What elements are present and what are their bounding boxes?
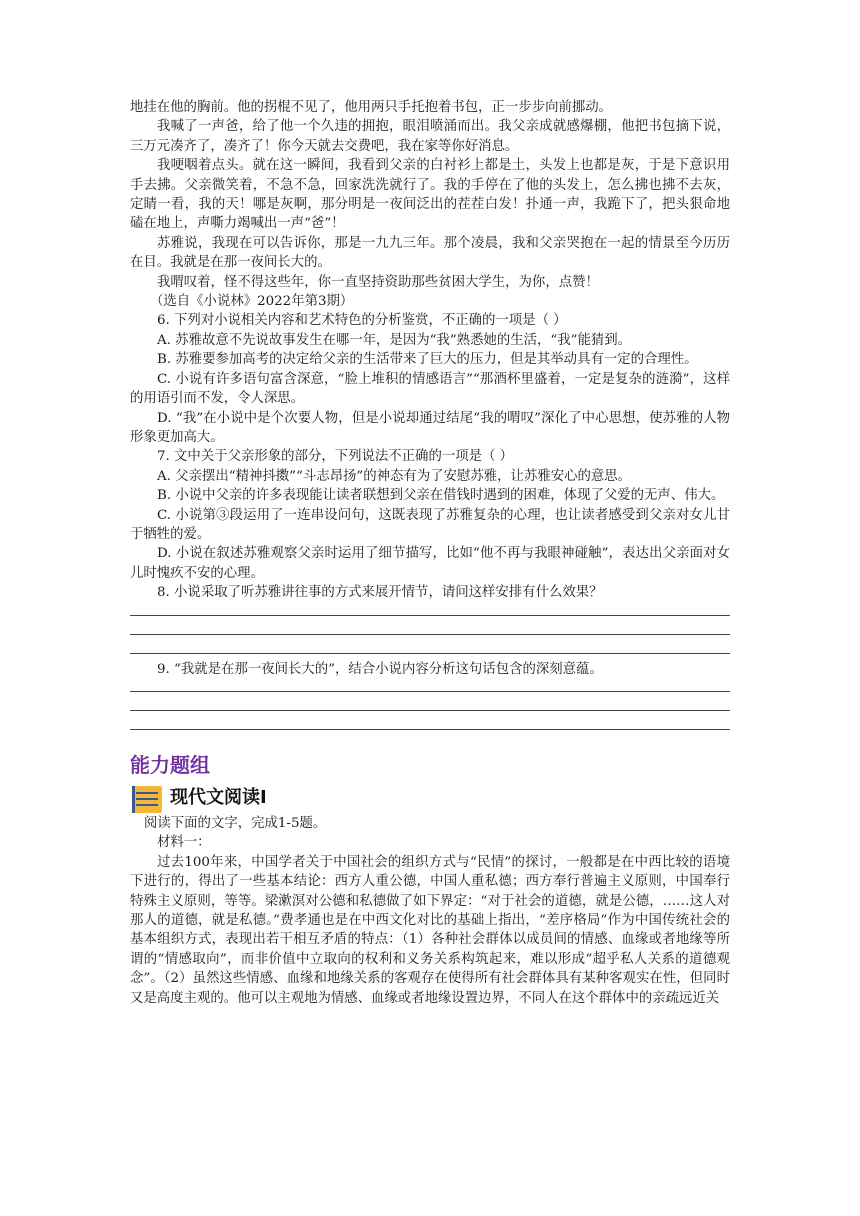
section-header [130,784,730,814]
question-7-option-a: A. 父亲摆出“精神抖擞”“斗志昂扬”的神态有为了安慰苏雅，让苏雅安心的意思。 [157,468,632,484]
section-title: 现代文阅读Ⅰ [170,786,267,808]
question-7-option-b: B. 小说中父亲的许多表现能让读者联想到父亲在借钱时遇到的困难，体现了父爱的无声、伟大。 [157,488,725,504]
question-7-stem: 7. 文中关于父亲形象的部分，下列说法不正确的一项是（ ） [157,449,514,465]
source-citation: （选自《小说林》2022年第3期） [150,294,354,310]
notebook-icon [130,784,164,814]
question-6-option-b: B. 苏雅要参加高考的决定给父亲的生活带来了巨大的压力，但是其举动具有一定的合理性。 [157,352,698,368]
question-8-answer-area[interactable] [130,603,730,654]
passage-paragraph: 过去100年来，中国学者关于中国社会的组织方式与“民情”的探讨，一般都是在中西比较的语境下进行的，得出了一些基本结论：西方人重公德，中国人重私德；西方奉行普遍主义原则，中国奉行特殊主义原则，等等。梁漱溟对公德和私德做了如下界定：“对于社会的道德，就是公德，……这人对那人的道德，就是私德。”费孝通也是在中西文化对比的基础上指出，“差序格局”作为中国传统社会的基本组织方式，表现出若干相互矛盾的特点：（1）各种社会群体以成员间的情感、血缘或者地缘等所谓的“情感取向”，而非价值中立取向的权利和义务关系构筑起来，难以形成“超乎私人关系的道德观念”。（2）虽然这些情感、血缘和地缘关系的客观存在使得所有社会群体具有某种客观实在性，但同时又是高度主观的。他可以主观地为情感、血缘或者地缘设置边界，不同人在这个群体中的亲疏远近关 [130,854,730,1006]
question-9-stem: 9. “我就是在那一夜间长大的”，结合小说内容分析这句话包含的深刻意蕴。 [157,661,603,677]
question-7-option-d: D. 小说在叙述苏雅观察父亲时运用了细节描写，比如“他不再与我眼神碰触”，表达出父亲面对女儿时愧疚不安的心理。 [130,546,730,581]
question-6-option-a: A. 苏雅故意不先说故事发生在哪一年，是因为“我”熟悉她的生活，“我”能猜到。 [157,332,632,348]
story-paragraph: 地挂在他的胸前。他的拐棍不见了，他用两只手托抱着书包，正一步步向前挪动。 [130,100,613,115]
answer-line [130,653,730,654]
reading-instruction: 阅读下面的文字，完成1-5题。 [144,815,327,831]
story-paragraph: 我喟叹着，怪不得这些年，你一直坚持资助那些贫困大学生，为你，点赞！ [157,274,599,290]
story-paragraph: 我哽咽着点头。就在这一瞬间，我看到父亲的白衬衫上都是土，头发上也都是灰，于是下意识用手去拂。父亲微笑着，不急不急，回家洗洗就行了。我的手停在了他的头发上，怎么拂也拂不去灰，定睛一看，我的天！哪是灰啊，那分明是一夜间泛出的茬茬白发！扑通一声，我跪下了，把头狠命地磕在地上，声嘶力竭喊出一声“爸”！ [130,158,730,232]
question-7-option-c: C. 小说第③段运用了一连串设问句，这既表现了苏雅复杂的心理，也让读者感受到父亲对女儿甘于牺牲的爱。 [130,507,730,542]
story-paragraph: 苏雅说，我现在可以告诉你，那是一九九三年。那个凌晨，我和父亲哭抱在一起的情景至今历历在目。我就是在那一夜间长大的。 [130,235,730,271]
document-page [130,98,730,1008]
question-6-option-c: C. 小说有许多语句富含深意，“脸上堆积的情感语言”“那酒杯里盛着，一定是复杂的涟漪”，这样的用语引而不发，令人深思。 [130,371,730,407]
question-9-answer-area[interactable] [130,679,730,730]
question-6-stem: 6. 下列对小说相关内容和艺术特色的分析鉴赏，不正确的一项是（ ） [157,313,567,329]
question-6-option-d: D. “我”在小说中是个次要人物，但是小说却通过结尾“我的喟叹”深化了中心思想，使苏雅的人物形象更加高大。 [130,410,730,445]
material-label: 材料一： [157,835,211,851]
group-title: 能力题组 [130,752,210,777]
answer-line [130,729,730,730]
story-paragraph: 我喊了一声爸，给了他一个久违的拥抱，眼泪喷涌而出。我父亲成就感爆棚，他把书包摘下说，三万元凑齐了，凑齐了！你今天就去交费吧，我在家等你好消息。 [130,119,730,154]
question-8-stem: 8. 小说采取了听苏雅讲往事的方式来展开情节，请问这样安排有什么效果？ [157,585,603,601]
